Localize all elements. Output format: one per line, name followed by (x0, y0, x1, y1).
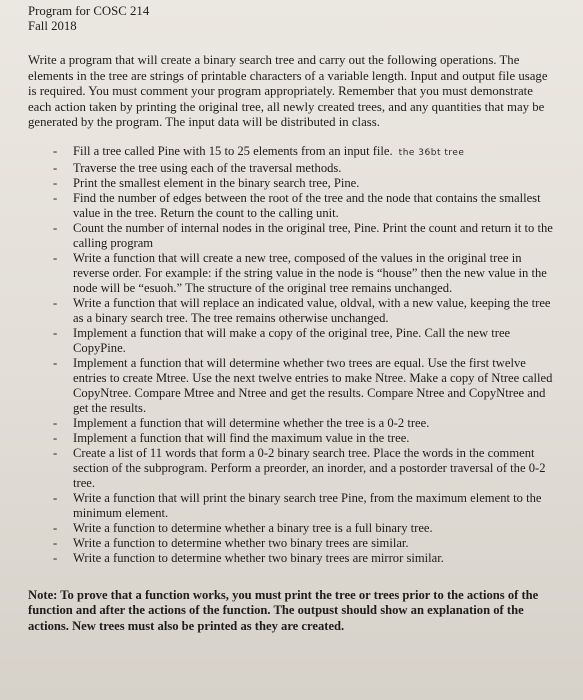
bullet-dash: - (53, 550, 58, 565)
bullet-dash: - (53, 143, 58, 158)
list-item (28, 536, 555, 551)
list-item (28, 521, 555, 536)
list-item (28, 296, 555, 326)
list-item (28, 356, 555, 416)
bullet-dash: - (53, 175, 58, 190)
bullet-dash: - (53, 355, 58, 370)
bullet-dash: - (53, 445, 58, 460)
header (28, 4, 555, 34)
list-item-text: Implement a function that will determine whether two trees are equal. Use the first twelve entries to create Mtree. Use the next twelve entries to make Ntree. Make a copy of Ntree called CopyNtree. Compare Mtree and Ntree and get the results. Compare Ntree and CopyNtree and get the results. (73, 355, 553, 415)
note-paragraph: Note: To prove that a function works, you must print the tree or trees prior to the actions of the function and after the actions of the function. The outpust should show an explanation of the actions. New trees must also be printed as they are created. (28, 587, 539, 633)
bullet-dash: - (53, 490, 58, 505)
list-item (28, 176, 555, 191)
list-item (28, 431, 555, 446)
requirements-list (28, 144, 555, 566)
list-item-text: Write a function to determine whether two binary trees are mirror similar. (73, 550, 444, 565)
term: Fall 2018 (28, 19, 77, 33)
bullet-dash: - (53, 160, 58, 175)
bullet-dash: - (53, 220, 58, 235)
list-item (28, 144, 555, 161)
course-title: Program for COSC 214 (28, 4, 150, 18)
list-item (28, 446, 555, 491)
list-item-text: Print the smallest element in the binary search tree, Pine. (73, 175, 360, 190)
bullet-dash: - (53, 430, 58, 445)
intro-paragraph: Write a program that will create a binary search tree and carry out the following operations. The elements in the tree are strings of printable characters of a variable length. Input and output file usage is required. You must comment your program appropriately. Remember that you must demonstrate each action taken by printing the original tree, all newly created trees, and any quantities that may be generated by the program. The input data will be distributed in class. (28, 53, 548, 129)
list-item-text: Fill a tree called Pine with 15 to 25 elements from an input file. (73, 143, 393, 158)
list-item-text: Write a function that will replace an indicated value, oldval, with a new value, keeping the tree as a binary search tree. The tree remains otherwise unchanged. (73, 295, 551, 325)
list-item (28, 221, 555, 251)
list-item (28, 161, 555, 176)
list-item-text: Implement a function that will find the maximum value in the tree. (73, 430, 410, 445)
list-item (28, 191, 555, 221)
bullet-dash: - (53, 325, 58, 340)
bullet-dash: - (53, 190, 58, 205)
list-item (28, 251, 555, 296)
list-item (28, 551, 555, 566)
bullet-dash: - (53, 520, 58, 535)
list-item (28, 326, 555, 356)
list-item-text: Write a function to determine whether a binary tree is a full binary tree. (73, 520, 433, 535)
bullet-dash: - (53, 535, 58, 550)
bullet-dash: - (53, 250, 58, 265)
bullet-dash: - (53, 295, 58, 310)
list-item-text: Count the number of internal nodes in the original tree, Pine. Print the count and return it to the calling program (73, 220, 553, 250)
list-item (28, 416, 555, 431)
list-item-text: Implement a function that will determine whether the tree is a 0-2 tree. (73, 415, 430, 430)
list-item-text: Traverse the tree using each of the traversal methods. (73, 160, 342, 175)
list-item-text: Write a function that will print the binary search tree Pine, from the maximum element to the minimum element. (73, 490, 542, 520)
list-item-text: Implement a function that will make a copy of the original tree, Pine. Call the new tree CopyPine. (73, 325, 511, 355)
list-item (28, 491, 555, 521)
list-item-text: Write a function that will create a new tree, composed of the values in the original tree in reverse order. For example: if the string value in the node is “house” then the new value in the node will be “esuoh.” The structure of the original tree remains unchanged. (73, 250, 547, 295)
list-item-text: Create a list of 11 words that form a 0-2 binary search tree. Place the words in the comment section of the subprogram. Perform a preorder, an inorder, and a postorder traversal of the 0-2 tree. (73, 445, 546, 490)
list-item-text: Find the number of edges between the root of the tree and the node that contains the smallest value in the tree. Return the count to the calling unit. (73, 190, 541, 220)
list-item-text: Write a function to determine whether two binary trees are similar. (73, 535, 409, 550)
handwritten-annotation: the 36bt tree (398, 147, 465, 158)
bullet-dash: - (53, 415, 58, 430)
